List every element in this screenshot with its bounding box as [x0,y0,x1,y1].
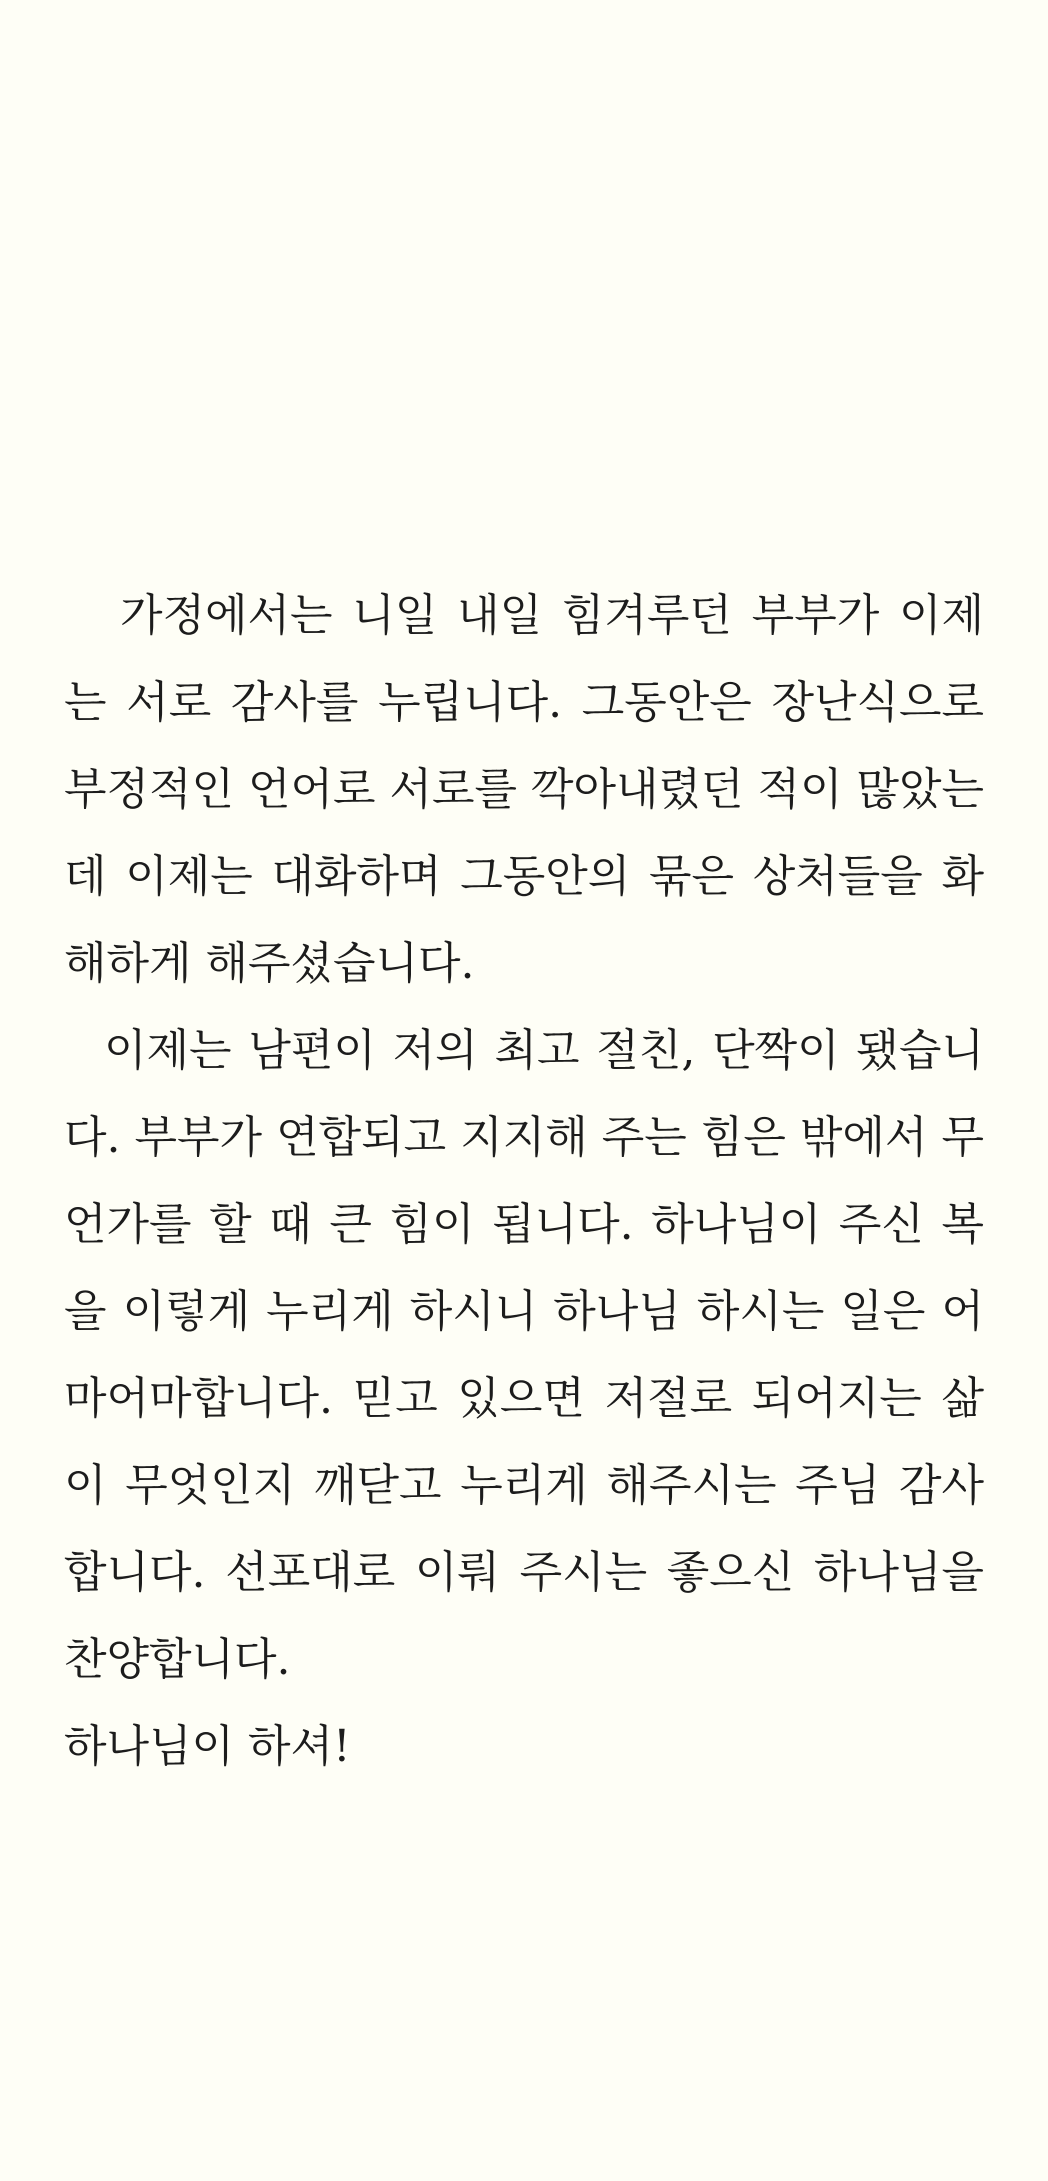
paragraph-husband-best-friend: 이제는 남편이 저의 최고 절친, 단짝이 됐습니다. 부부가 연합되고 지지해 주는 힘은 밖에서 무언가를 할 때 큰 힘이 됩니다. 하나님이 주신 복을 이렇게 누리게 하시니 하나님 하시는 일은 어마어마합니다. 믿고 있으면 저절로 되어지는 삶이 무엇인지 깨닫고 누리게 해주시는 주님 감사합니다. 선포대로 이뤄 주시는 좋으신 하나님을 찬양합니다. [64,1025,984,1685]
document-body [64,572,984,1790]
paragraph-marriage-gratitude: 가정에서는 니일 내일 힘겨루던 부부가 이제는 서로 감사를 누립니다. 그동안은 장난식으로 부정적인 언어로 서로를 깍아내렸던 적이 많았는데 이제는 대화하며 그동안의 묶은 상처들을 화해하게 해주셨습니다. [64,590,985,989]
paragraph-closing-declaration: 하나님이 하셔! [64,1721,351,1772]
